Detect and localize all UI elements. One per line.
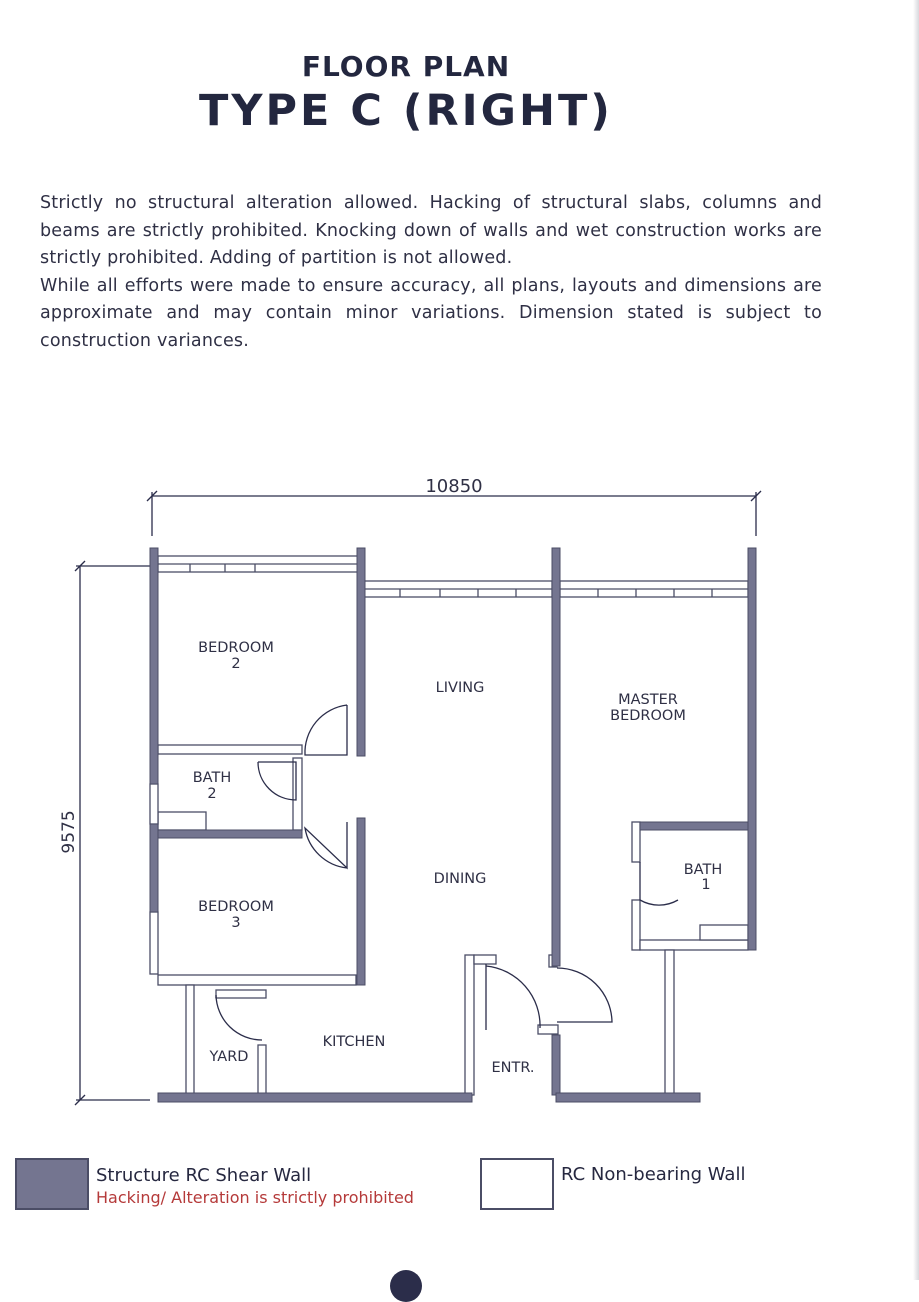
bedroom-2-number: 2 [231, 656, 241, 672]
yard-door [216, 995, 262, 1040]
page-edge-shadow [913, 0, 919, 1280]
shear-wall-label: Structure RC Shear Wall [96, 1165, 312, 1186]
non-bearing-wall-label: RC Non-bearing Wall [561, 1164, 746, 1185]
living-label: LIVING [435, 680, 485, 696]
bedroom-2-label: BEDROOM [198, 640, 274, 656]
bath-2-number: 2 [207, 786, 217, 802]
shear-wall-warning: Hacking/ Alteration is strictly prohibited [96, 1188, 414, 1207]
notice-paragraph-1: Strictly no structural alteration allowed. Hacking of structural slabs, columns and beams are strictly prohibited. Knocking down of walls and wet construction works are strictly prohibited. Adding of partition is not allowed. [40, 193, 822, 268]
plan-title: TYPE C (RIGHT) [199, 86, 613, 136]
entrance-door-right [557, 968, 612, 1022]
master-bedroom-label-line-1: MASTER [618, 692, 678, 708]
master-bedroom-label-line-2: BEDROOM [610, 708, 686, 724]
non-bearing-wall-swatch [480, 1158, 554, 1210]
bath-1-door [640, 862, 678, 905]
notice-paragraph-2: While all efforts were made to ensure accuracy, all plans, layouts and dimensions are approximate and may contain minor variations. Dimension stated is subject to construction variances. [40, 275, 822, 351]
bedroom-3-number: 3 [231, 915, 241, 931]
plan-subtitle: FLOOR PLAN [301, 50, 511, 83]
kitchen-label: KITCHEN [322, 1034, 386, 1050]
bath-1-number: 1 [701, 877, 711, 893]
bath-2-label: BATH [192, 770, 232, 786]
entrance-label: ENTR. [491, 1060, 535, 1076]
width-dimension-label: 10850 [425, 476, 483, 497]
bedroom-3-door [305, 822, 347, 868]
entrance-door-left [486, 964, 540, 1030]
bedroom-2-door [305, 705, 347, 755]
bath-2-door [258, 762, 296, 800]
bath-1-label: BATH [683, 862, 723, 878]
shear-wall-swatch [15, 1158, 89, 1210]
dining-label: DINING [433, 871, 487, 887]
bedroom-3-label: BEDROOM [198, 899, 274, 915]
page-indicator-dot [390, 1270, 422, 1302]
yard-label: YARD [209, 1049, 249, 1065]
height-dimension-label: 9575 [59, 810, 79, 854]
